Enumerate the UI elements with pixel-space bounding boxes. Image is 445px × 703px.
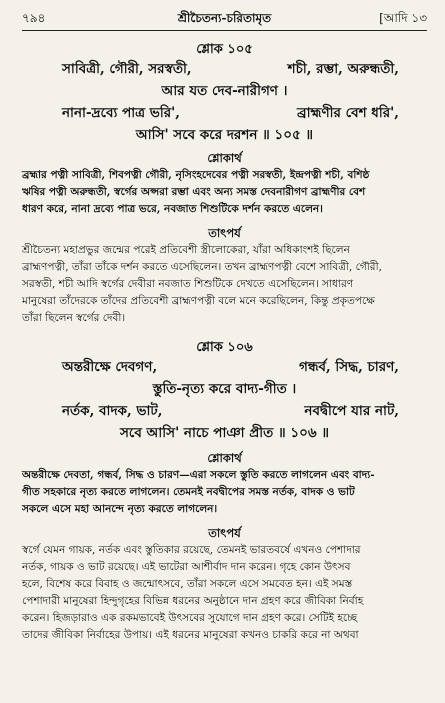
verse-106-line1-right: গন্ধর্ব, সিদ্ধ, চারণ, [298, 359, 399, 375]
purport-105 [22, 242, 427, 327]
page-number: ৭৯৪ [22, 11, 46, 25]
verse-105-line2: আর যত দেব-নারীগণ । [161, 83, 288, 99]
purport-106-line: করেন। হিজড়ারাও এক রকমভাবেই উৎসবের সুযোগে দান গ্রহণ করে। সেটিই হচ্ছে [22, 612, 358, 624]
purport-106-line: স্বর্গে যেমন গায়ক, নর্তক এবং স্তুতিকার রয়েছে, তেমনই ভারতবর্ষে এখনও পেশাদার [22, 544, 361, 556]
purport-106-heading: তাৎপর্য [208, 526, 241, 540]
verse-105-line3-left: নানা-দ্রব্যে পাত্র ভরি', [62, 105, 180, 121]
header-rule [22, 30, 427, 31]
page-header [22, 8, 427, 30]
translation-105-line: ঋষির পত্নী অরুন্ধতী, স্বর্গের অপ্সরা রম্ভা এবং অন্য সমস্ত দেবনারীগণ ব্রাহ্মণীর বেশ [22, 186, 366, 198]
translation-105 [22, 167, 427, 218]
verse-105-label: শ্লোক ১০৫ [196, 42, 253, 57]
purport-105-line: সরস্বতী, শচী আদি স্বর্গের দেবীরা নবজাত শিশুটিকে দেখতে এসেছিলেন। সাধারণ [22, 278, 354, 290]
purport-105-line: তাঁরা ছিলেন স্বর্গের দেবী। [22, 312, 126, 324]
purport-105-line: ব্রাহ্মণপত্নী, তাঁরা তাঁকে দর্শন করতে এসেছিলেন। তখন ব্রাহ্মণপত্নী বেশে সাবিত্রী, গৌরী, [22, 261, 382, 273]
purport-105-line: শ্রীচৈতন্য মহাপ্রভুর জন্মের পরেই প্রতিবেশী স্ত্রীলোকেরা, যাঁরা অধিকাংশই ছিলেন [22, 244, 350, 256]
verse-106-line1-left: অন্তরীক্ষে দেবগণ, [62, 359, 158, 375]
verse-106-line3-right: নবদ্বীপে যার নাট, [304, 403, 399, 419]
translation-106 [22, 467, 427, 518]
purport-106-line: তাদের জীবিকা নির্বাহের উপায়। এই ধরনের মানুষেরা কখনও চাকরি করে না অথবা [22, 629, 359, 641]
purport-105-line: মানুষেরা তাঁদেরকে তাঁদের প্রতিবেশী ব্রাহ্মণপত্নী বলে মনে করেছিলেন, কিন্তু প্রকৃতপক্ষে [22, 295, 375, 307]
verse-106-line3-left: নর্তক, বাদক, ভাট, [62, 403, 163, 419]
verse-105-line4: আসি' সবে করে দরশন ॥ ১০৫ ॥ [135, 127, 314, 143]
translation-105-line: ব্রহ্মার পত্নী সাবিত্রী, শিবপত্নী গৌরী, নৃসিংহদেবের পত্নী সরস্বতী, ইন্দ্রপত্নী শচী, বশিষ্ঠ [22, 169, 370, 181]
translation-106-heading: শ্লোকার্থ [207, 451, 242, 465]
verse-105-line1-right: শচী, রম্ভা, অরুন্ধতী, [287, 61, 399, 77]
verse-106-line2: স্তুতি-নৃত্য করে বাদ্য-গীত । [152, 381, 297, 397]
purport-106-line: পেশাদারী মানুষেরা হিন্দুগৃহের বিভিন্ন ধরনের অনুষ্ঠানে দান গ্রহণ করে জীবিকা নির্বাহ [22, 595, 364, 607]
translation-106-line: অন্তরীক্ষে দেবতা, গন্ধর্ব, সিদ্ধ ও চারণ—এরা সকলে স্তুতি করতে লাগলেন এবং বাদ্য- [22, 469, 375, 481]
purport-106-line: হলে, বিশেষ করে বিবাহ ও জন্মোৎসবে, তাঁরা সকলে এসে সমবেত হন। এই সমস্ত [22, 578, 353, 590]
purport-106-line: নর্তক, গায়ক ও ভাট রয়েছে। এই ভাটেরা আশীর্বাদ দান করেন। গৃহে কোন উৎসব [22, 561, 351, 573]
verse-105-line1-left: সাবিত্রী, গৌরী, সরস্বতী, [62, 61, 192, 77]
book-title: শ্রীচৈতন্য-চরিতামৃত [177, 11, 272, 25]
translation-105-line: ধারণ করে, নানা দ্রব্যে পাত্র ভরে, নবজাত শিশুটিকে দর্শন করতে এলেন। [22, 203, 323, 215]
verse-106 [22, 356, 427, 444]
translation-105-heading: শ্লোকার্থ [207, 151, 242, 165]
chapter-reference: [আদি ১৩ [379, 11, 427, 25]
purport-105-heading: তাৎপর্য [208, 226, 241, 240]
translation-106-line: গীত সহকারে নৃত্য করতে লাগলেন। তেমনই নবদ্বীপের সমস্ত নর্তক, বাদক ও ভাট [22, 486, 355, 498]
verse-105 [22, 58, 427, 146]
verse-105-line3-right: ব্রাহ্মণীর বেশ ধরি', [296, 105, 399, 121]
purport-106 [22, 542, 427, 644]
translation-106-line: সকলে এসে মহা আনন্দে নৃত্য করতে লাগলেন। [22, 503, 218, 515]
verse-106-label: শ্লোক ১০৬ [196, 340, 253, 355]
verse-106-line4: সবে আসি' নাচে পাঞা প্রীত ॥ ১০৬ ॥ [119, 425, 329, 441]
